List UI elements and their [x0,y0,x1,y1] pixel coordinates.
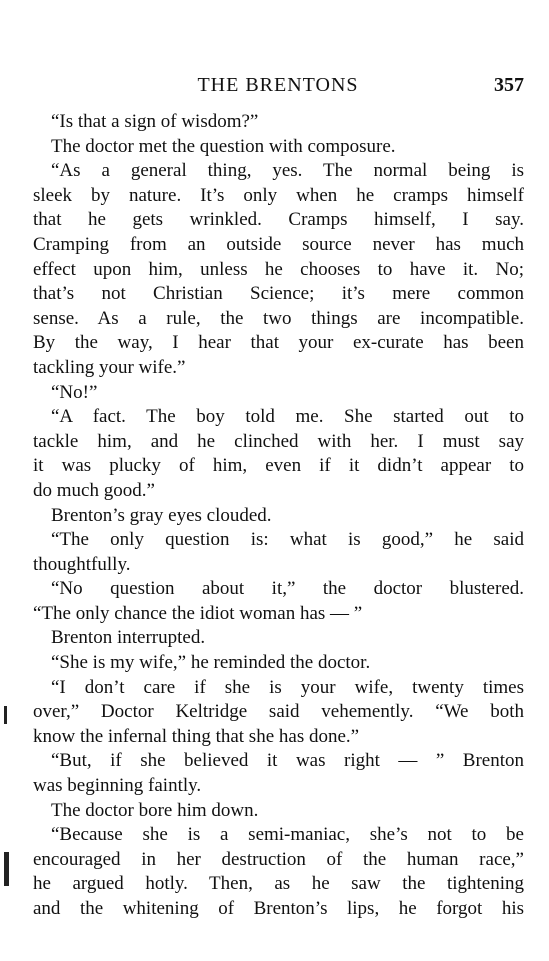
text-line: and the whitening of Brenton’s lips, he forgot his [33,898,524,919]
text-line: “Because she is a semi-maniac, she’s not to be [51,824,524,846]
page-header [32,74,524,100]
text-line: By the way, I hear that your ex-curate has been [33,332,524,354]
text-line: that’s not Christian Science; it’s mere common [33,283,524,305]
page-number: 357 [494,74,524,96]
text-line: The doctor bore him down. [51,799,259,821]
text-line: encouraged in her destruction of the human race,” [33,848,524,870]
text-line: “The only question is: what is good,” he said [51,529,524,551]
text-line: The doctor met the question with composure. [51,135,396,157]
margin-mark [4,706,7,724]
text-line: that he gets wrinkled. Cramps himself, I say. [33,209,524,231]
text-line: it was plucky of him, even if it didn’t appear to [33,455,524,477]
text-line: thoughtfully. [33,553,131,575]
text-line: “No question about it,” the doctor blustered. [51,578,524,600]
text-line: “The only chance the idiot woman has — ” [33,602,363,624]
text-line: Brenton’s gray eyes clouded. [51,504,272,526]
text-line: tackling your wife.” [33,356,186,378]
text-line: know the infernal thing that she has done.” [33,725,360,747]
text-line: sense. As a rule, the two things are incompatible. [33,307,524,329]
text-line: tackle him, and he clinched with her. I must say [33,430,524,452]
text-line: over,” Doctor Keltridge said vehemently. “We both [33,701,524,723]
running-title: THE BRENTONS [197,74,359,96]
text-line: do much good.” [33,479,155,501]
text-line: he argued hotly. Then, as he saw the tightening [33,873,524,895]
text-line: effect upon him, unless he chooses to have it. No; [33,258,524,280]
text-line: “But, if she believed it was right — ” Brenton [51,750,524,772]
text-line: “I don’t care if she is your wife, twenty times [51,676,524,698]
text-line: sleek by nature. It’s only when he cramps himself [33,184,524,206]
body-text [33,110,524,922]
text-line: “As a general thing, yes. The normal being is [51,160,524,182]
text-line: Cramping from an outside source never has much [33,233,524,255]
text-line: “Is that a sign of wisdom?” [51,111,259,132]
text-line: “No!” [51,381,98,403]
text-line: was beginning faintly. [33,775,202,797]
margin-mark [4,852,9,886]
text-line: Brenton interrupted. [51,627,206,649]
text-line: “She is my wife,” he reminded the doctor. [51,652,371,674]
text-line: “A fact. The boy told me. She started out to [51,406,524,428]
